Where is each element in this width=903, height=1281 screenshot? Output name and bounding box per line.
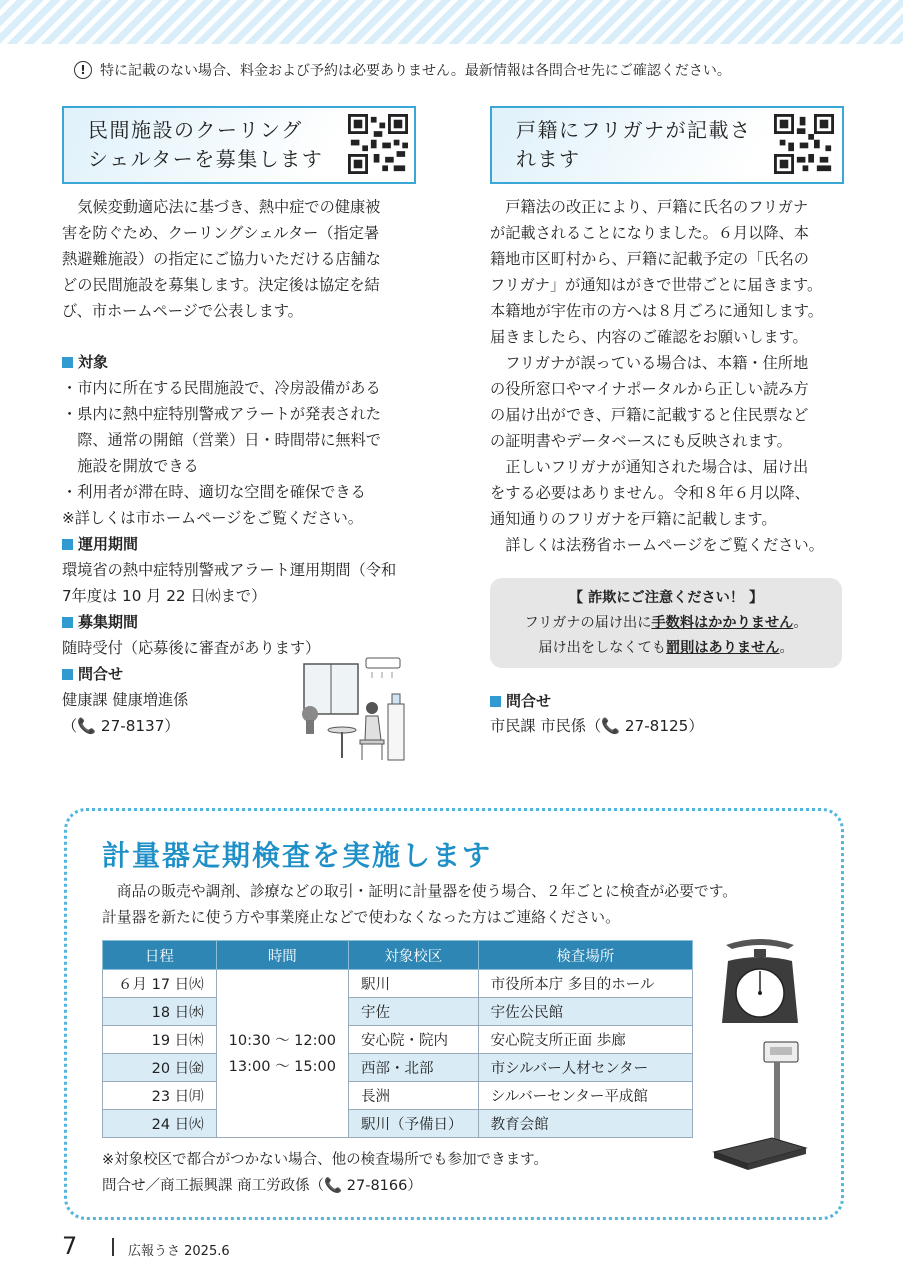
qr-code-icon[interactable] bbox=[348, 114, 408, 174]
place-cell: 市役所本庁 多目的ホール bbox=[478, 970, 692, 998]
column-header: 対象校区 bbox=[348, 941, 478, 970]
table-row bbox=[103, 998, 693, 1026]
area-cell: 駅川 bbox=[348, 970, 478, 998]
place-cell: 教育会館 bbox=[478, 1110, 692, 1138]
recruit-heading: 募集期間 bbox=[62, 609, 138, 635]
area-cell: 西部・北部 bbox=[348, 1054, 478, 1082]
furigana-body: 戸籍法の改正により、戸籍に氏名のフリガナ が記載されることになりました。６月以降、本 籍地市区町村から、戸籍に記載予定の「氏名の フリガナ」が通知はがきで世帯ごとに届きます。 本籍地が宇佐市の方へは８月ごろに通知します。 届きましたら、内容のご確認をお願いします。 フリガナが誤っている場合は、本籍・住所地 の役所窓口やマイナポータルから正しい読み方 の届け出ができ、戸籍に記載すると住民票など の証明書やデータベースにも反映されます。 正しいフリガナが通知された場合は、届け出 をする必要はありません。令和８年６月以降、 通知通りのフリガナを戸籍に記載します。 詳しくは法務省ホームページをご覧ください。 bbox=[490, 198, 824, 554]
top-decorative-band bbox=[0, 0, 903, 44]
date-cell: 20 日㈮ bbox=[103, 1054, 217, 1082]
area-cell: 安心院・院内 bbox=[348, 1026, 478, 1054]
column-header: 検査場所 bbox=[478, 941, 692, 970]
table-header-row bbox=[103, 941, 693, 970]
square-bullet-icon bbox=[62, 357, 73, 368]
target-line: ・利用者が滞在時、適切な空間を確保できる bbox=[62, 483, 366, 501]
fraud-alert-box bbox=[490, 578, 842, 668]
period-heading: 運用期間 bbox=[62, 531, 138, 557]
recruit-text: 随時受付（応募後に審査があります） bbox=[62, 639, 321, 657]
table-row bbox=[103, 1082, 693, 1110]
date-cell: 24 日㈫ bbox=[103, 1110, 217, 1138]
place-cell: シルバーセンター平成館 bbox=[478, 1082, 692, 1110]
inspection-contact[interactable]: 問合せ／商工振興課 商工労政係（📞 27-8166） bbox=[102, 1178, 422, 1194]
column-header: 時間 bbox=[216, 941, 348, 970]
qr-code-icon[interactable] bbox=[774, 114, 834, 174]
period-line: 7年度は 10 月 22 日㈬まで） bbox=[62, 587, 267, 605]
target-line: ・市内に所在する民間施設で、冷房設備がある bbox=[62, 379, 381, 397]
inspection-intro: 計量器を新たに使う方や事業廃止などで使わなくなった方はご連絡ください。 bbox=[102, 909, 620, 926]
inspection-note: ※対象校区で都合がつかない場合、他の検査場所でも参加できます。 bbox=[102, 1152, 548, 1168]
area-cell: 駅川（予備日） bbox=[348, 1110, 478, 1138]
target-line: ・県内に熱中症特別警戒アラートが発表された bbox=[62, 405, 381, 423]
table-row bbox=[103, 1110, 693, 1138]
date-cell: 23 日㈪ bbox=[103, 1082, 217, 1110]
cooling-shelter-title: 民間施設のクーリング シェルターを募集します bbox=[88, 118, 324, 171]
inspection-schedule-table bbox=[102, 940, 693, 1138]
cooling-room-illustration bbox=[296, 654, 414, 766]
target-line: 施設を開放できる bbox=[62, 457, 199, 475]
date-cell: 18 日㈬ bbox=[103, 998, 217, 1026]
inspection-intro: 商品の販売や調剤、診療などの取引・証明に計量器を使う場合、２年ごとに検査が必要です。 bbox=[102, 883, 738, 900]
page-number: 7 bbox=[62, 1232, 78, 1260]
cooling-shelter-title-box bbox=[62, 106, 416, 184]
contact-phone[interactable]: （📞 27-8137） bbox=[62, 717, 180, 735]
place-cell: 市シルバー人材センター bbox=[478, 1054, 692, 1082]
contact-phone[interactable]: 市民課 市民係（📞 27-8125） bbox=[490, 717, 704, 735]
square-bullet-icon bbox=[62, 617, 73, 628]
square-bullet-icon bbox=[62, 669, 73, 680]
furigana-title: 戸籍にフリガナが記載さ れます bbox=[516, 118, 752, 171]
kitchen-scale-illustration bbox=[718, 935, 802, 1027]
fraud-alert-penalty: 届け出をしなくても罰則はありません。 bbox=[538, 640, 794, 656]
fraud-alert-fee: フリガナの届け出に手数料はかかりません。 bbox=[524, 615, 808, 631]
footer-divider bbox=[112, 1238, 114, 1256]
fraud-alert-title: 【 詐欺にご注意ください！ 】 bbox=[568, 590, 764, 606]
table-row bbox=[103, 1026, 693, 1054]
contact-heading: 問合せ bbox=[62, 661, 123, 687]
place-cell: 安心院支所正面 歩廊 bbox=[478, 1026, 692, 1054]
table-row bbox=[103, 1054, 693, 1082]
date-cell: 19 日㈭ bbox=[103, 1026, 217, 1054]
furigana-title-box bbox=[490, 106, 844, 184]
place-cell: 宇佐公民館 bbox=[478, 998, 692, 1026]
period-line: 環境省の熱中症特別警戒アラート運用期間（令和 bbox=[62, 561, 397, 579]
square-bullet-icon bbox=[490, 696, 501, 707]
target-heading: 対象 bbox=[62, 349, 108, 375]
platform-scale-illustration bbox=[712, 1040, 808, 1176]
target-line: ※詳しくは市ホームページをご覧ください。 bbox=[62, 509, 363, 527]
column-header: 日程 bbox=[103, 941, 217, 970]
cooling-shelter-intro: 気候変動適応法に基づき、熱中症での健康被 害を防ぐため、クーリングシェルター（指定暑 熱避難施設）の指定にご協力いただける店舗な どの民間施設を募集します。決定後は協定を結 び、市ホームページで公表します。 bbox=[62, 198, 381, 320]
area-cell: 長洲 bbox=[348, 1082, 478, 1110]
square-bullet-icon bbox=[62, 539, 73, 550]
inspection-title: 計量器定期検査を実施します bbox=[102, 839, 493, 872]
contact-dept: 健康課 健康増進係 bbox=[62, 691, 189, 709]
area-cell: 宇佐 bbox=[348, 998, 478, 1026]
date-cell: ６月 17 日㈫ bbox=[103, 970, 217, 998]
table-row bbox=[103, 970, 693, 998]
notice: ! 特に記載のない場合、料金および予約は必要ありません。最新情報は各問合せ先にご確認ください。 bbox=[74, 60, 731, 80]
time-cell: 10:30 ～ 12:00 13:00 ～ 15:00 bbox=[216, 970, 348, 1138]
publication-name: 広報うさ 2025.6 bbox=[128, 1244, 230, 1259]
contact-heading: 問合せ bbox=[490, 688, 551, 714]
exclamation-icon: ! bbox=[74, 61, 92, 79]
target-line: 際、通常の開館（営業）日・時間帯に無料で bbox=[62, 431, 381, 449]
